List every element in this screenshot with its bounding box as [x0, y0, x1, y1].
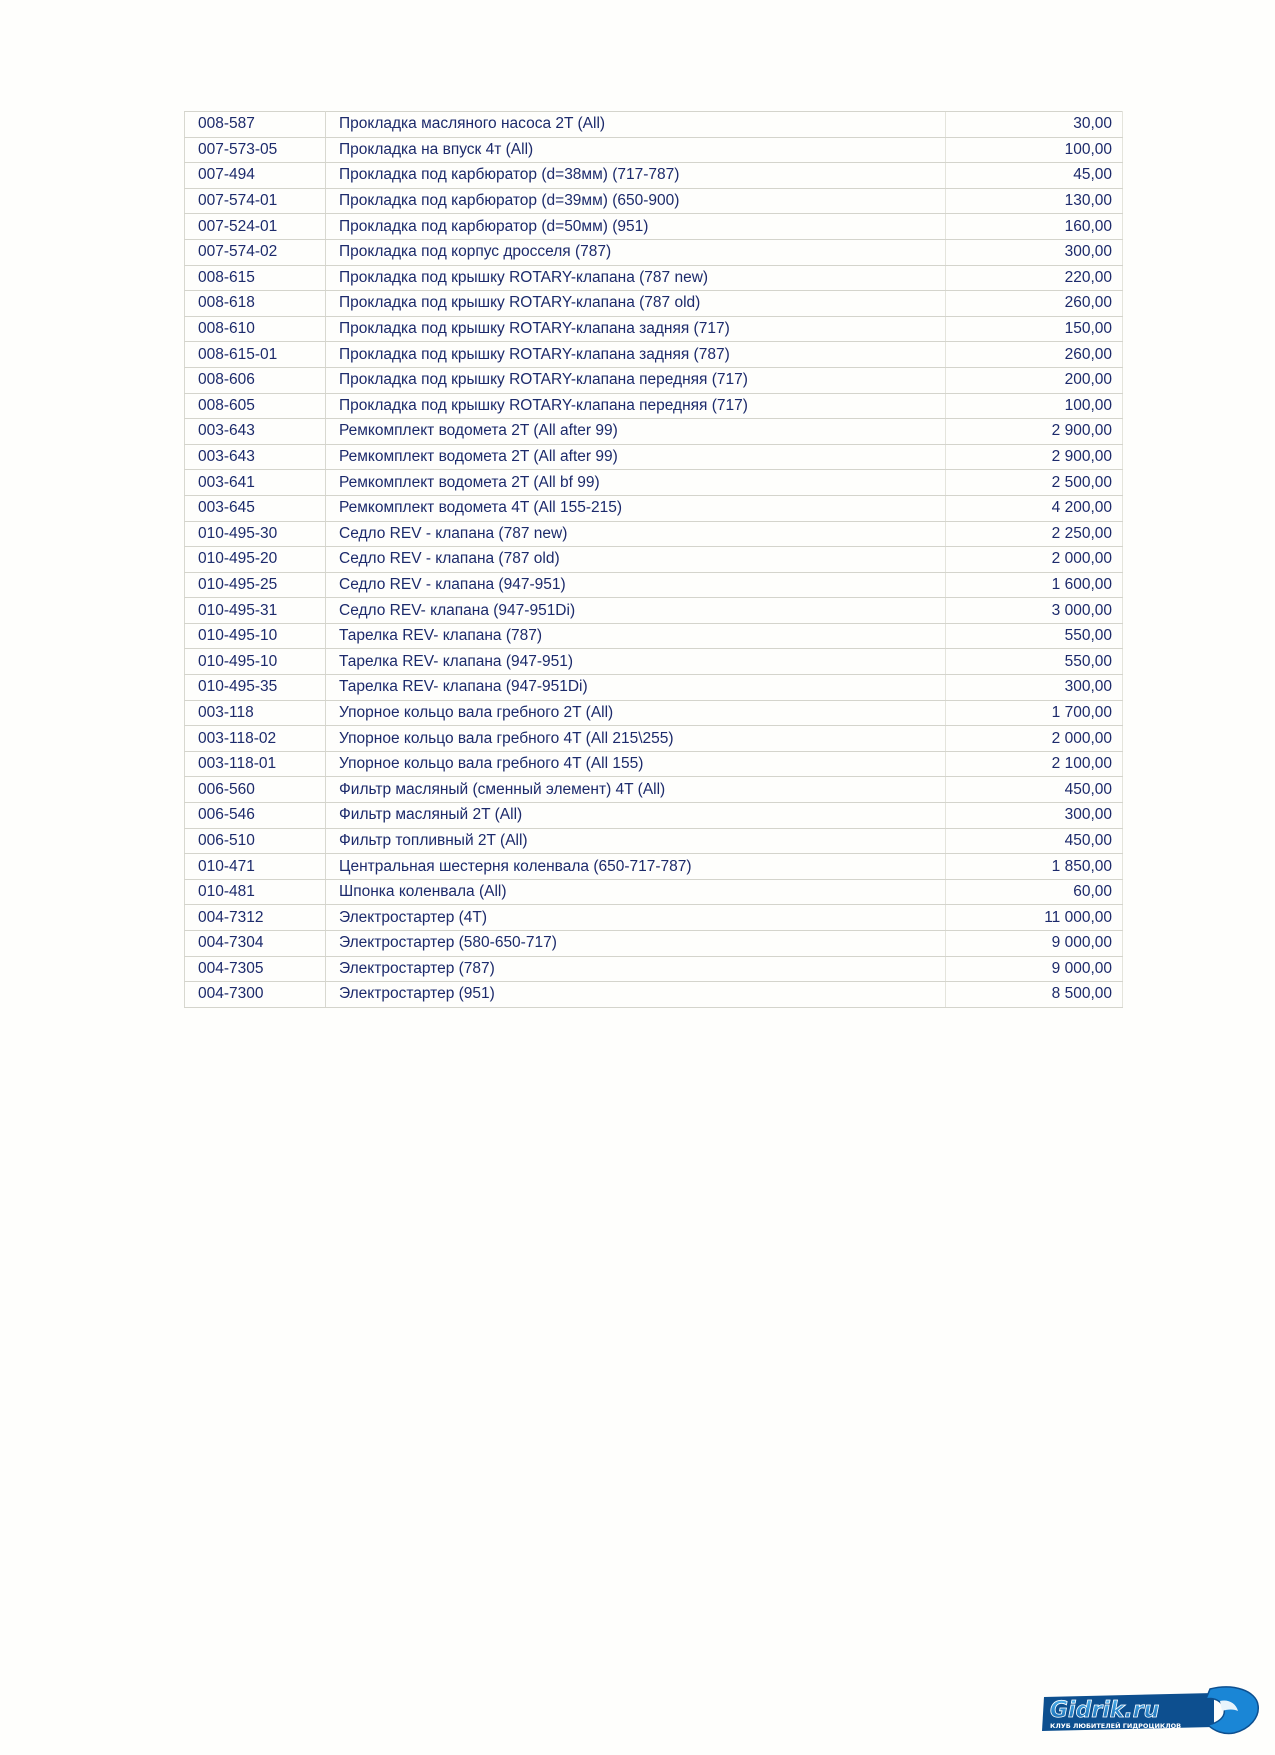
- price-row: [185, 316, 1123, 342]
- part-code: 008-587: [185, 112, 326, 138]
- part-name: Седло REV - клапана (947-951): [326, 572, 946, 598]
- part-code: 008-618: [185, 291, 326, 317]
- part-name: Упорное кольцо вала гребного 2T (All): [326, 700, 946, 726]
- price-row: [185, 623, 1123, 649]
- price-list-table: [184, 111, 1123, 1008]
- part-price: 300,00: [946, 675, 1123, 701]
- part-name: Прокладка под крышку ROTARY-клапана задняя (787): [326, 342, 946, 368]
- part-code: 003-118-01: [185, 751, 326, 777]
- part-name: Фильтр масляный (сменный элемент) 4T (All): [326, 777, 946, 803]
- price-row: [185, 854, 1123, 880]
- price-row: [185, 700, 1123, 726]
- part-code: 004-7312: [185, 905, 326, 931]
- part-name: Прокладка масляного насоса 2T (All): [326, 112, 946, 138]
- price-row: [185, 367, 1123, 393]
- price-row: [185, 572, 1123, 598]
- price-row: [185, 547, 1123, 573]
- part-name: Фильтр топливный 2T (All): [326, 828, 946, 854]
- part-name: Прокладка под корпус дросселя (787): [326, 239, 946, 265]
- price-row: [185, 803, 1123, 829]
- part-price: 9 000,00: [946, 931, 1123, 957]
- price-row: [185, 828, 1123, 854]
- price-row: [185, 470, 1123, 496]
- part-price: 3 000,00: [946, 598, 1123, 624]
- price-row: [185, 163, 1123, 189]
- part-price: 1 700,00: [946, 700, 1123, 726]
- part-name: Прокладка под крышку ROTARY-клапана задняя (717): [326, 316, 946, 342]
- part-name: Прокладка под крышку ROTARY-клапана передняя (717): [326, 367, 946, 393]
- part-code: 006-510: [185, 828, 326, 854]
- part-name: Центральная шестерня коленвала (650-717-787): [326, 854, 946, 880]
- part-price: 260,00: [946, 342, 1123, 368]
- price-row: [185, 982, 1123, 1008]
- part-price: 550,00: [946, 623, 1123, 649]
- price-list-body: [185, 112, 1123, 1008]
- price-row: [185, 521, 1123, 547]
- part-price: 450,00: [946, 828, 1123, 854]
- part-price: 60,00: [946, 879, 1123, 905]
- part-code: 006-546: [185, 803, 326, 829]
- part-name: Электростартер (787): [326, 956, 946, 982]
- price-row: [185, 419, 1123, 445]
- part-price: 100,00: [946, 393, 1123, 419]
- part-code: 008-615: [185, 265, 326, 291]
- part-code: 010-471: [185, 854, 326, 880]
- part-code: 008-606: [185, 367, 326, 393]
- part-code: 007-494: [185, 163, 326, 189]
- part-name: Шпонка коленвала (All): [326, 879, 946, 905]
- part-price: 2 000,00: [946, 726, 1123, 752]
- part-name: Электростартер (951): [326, 982, 946, 1008]
- part-code: 003-643: [185, 419, 326, 445]
- part-name: Электростартер (4T): [326, 905, 946, 931]
- part-price: 4 200,00: [946, 495, 1123, 521]
- part-price: 2 000,00: [946, 547, 1123, 573]
- part-name: Прокладка под крышку ROTARY-клапана (787 old): [326, 291, 946, 317]
- part-price: 260,00: [946, 291, 1123, 317]
- part-code: 010-495-35: [185, 675, 326, 701]
- part-code: 010-495-20: [185, 547, 326, 573]
- part-name: Седло REV - клапана (787 new): [326, 521, 946, 547]
- part-price: 1 600,00: [946, 572, 1123, 598]
- price-row: [185, 931, 1123, 957]
- price-row: [185, 291, 1123, 317]
- price-row: [185, 342, 1123, 368]
- part-name: Упорное кольцо вала гребного 4T (All 215\255): [326, 726, 946, 752]
- part-price: 100,00: [946, 137, 1123, 163]
- part-price: 30,00: [946, 112, 1123, 138]
- part-price: 2 100,00: [946, 751, 1123, 777]
- part-code: 003-643: [185, 444, 326, 470]
- part-code: 006-560: [185, 777, 326, 803]
- part-price: 130,00: [946, 188, 1123, 214]
- part-price: 150,00: [946, 316, 1123, 342]
- part-code: 004-7304: [185, 931, 326, 957]
- gidrik-logo: [1038, 1683, 1260, 1739]
- part-code: 010-495-31: [185, 598, 326, 624]
- price-row: [185, 495, 1123, 521]
- price-row: [185, 137, 1123, 163]
- part-name: Прокладка под крышку ROTARY-клапана (787 new): [326, 265, 946, 291]
- price-row: [185, 444, 1123, 470]
- part-name: Ремкомплект водомета 2T (All bf 99): [326, 470, 946, 496]
- price-row: [185, 649, 1123, 675]
- part-name: Электростартер (580-650-717): [326, 931, 946, 957]
- price-row: [185, 598, 1123, 624]
- part-name: Ремкомплект водомета 2T (All after 99): [326, 419, 946, 445]
- part-name: Прокладка под карбюратор (d=39мм) (650-900): [326, 188, 946, 214]
- part-name: Прокладка под карбюратор (d=50мм) (951): [326, 214, 946, 240]
- part-code: 010-495-30: [185, 521, 326, 547]
- part-code: 008-615-01: [185, 342, 326, 368]
- price-row: [185, 214, 1123, 240]
- part-name: Прокладка под крышку ROTARY-клапана передняя (717): [326, 393, 946, 419]
- part-code: 003-645: [185, 495, 326, 521]
- part-name: Седло REV- клапана (947-951Di): [326, 598, 946, 624]
- logo-title: Gidrik.ru: [1050, 1698, 1160, 1723]
- part-price: 9 000,00: [946, 956, 1123, 982]
- part-code: 008-605: [185, 393, 326, 419]
- part-code: 010-481: [185, 879, 326, 905]
- part-price: 200,00: [946, 367, 1123, 393]
- price-row: [185, 239, 1123, 265]
- part-code: 003-118: [185, 700, 326, 726]
- price-row: [185, 112, 1123, 138]
- part-price: 160,00: [946, 214, 1123, 240]
- part-name: Тарелка REV- клапана (947-951): [326, 649, 946, 675]
- price-row: [185, 879, 1123, 905]
- part-price: 450,00: [946, 777, 1123, 803]
- part-price: 8 500,00: [946, 982, 1123, 1008]
- part-price: 2 500,00: [946, 470, 1123, 496]
- part-price: 550,00: [946, 649, 1123, 675]
- part-name: Тарелка REV- клапана (947-951Di): [326, 675, 946, 701]
- price-row: [185, 675, 1123, 701]
- part-code: 007-574-02: [185, 239, 326, 265]
- part-name: Седло REV - клапана (787 old): [326, 547, 946, 573]
- price-row: [185, 905, 1123, 931]
- part-price: 2 900,00: [946, 419, 1123, 445]
- part-code: 004-7300: [185, 982, 326, 1008]
- price-row: [185, 726, 1123, 752]
- logo-subtitle: КЛУБ ЛЮБИТЕЛЕЙ ГИДРОЦИКЛОВ: [1050, 1722, 1182, 1730]
- price-row: [185, 188, 1123, 214]
- part-code: 010-495-10: [185, 623, 326, 649]
- part-name: Ремкомплект водомета 4T (All 155-215): [326, 495, 946, 521]
- part-price: 300,00: [946, 803, 1123, 829]
- part-code: 007-574-01: [185, 188, 326, 214]
- part-price: 300,00: [946, 239, 1123, 265]
- part-code: 003-641: [185, 470, 326, 496]
- part-code: 007-524-01: [185, 214, 326, 240]
- part-name: Ремкомплект водомета 2T (All after 99): [326, 444, 946, 470]
- part-code: 007-573-05: [185, 137, 326, 163]
- part-name: Прокладка под карбюратор (d=38мм) (717-787): [326, 163, 946, 189]
- part-code: 010-495-10: [185, 649, 326, 675]
- part-code: 004-7305: [185, 956, 326, 982]
- price-row: [185, 393, 1123, 419]
- part-name: Прокладка на впуск 4т (All): [326, 137, 946, 163]
- part-price: 220,00: [946, 265, 1123, 291]
- price-row: [185, 956, 1123, 982]
- price-row: [185, 751, 1123, 777]
- price-row: [185, 777, 1123, 803]
- part-name: Тарелка REV- клапана (787): [326, 623, 946, 649]
- part-price: 45,00: [946, 163, 1123, 189]
- part-code: 003-118-02: [185, 726, 326, 752]
- part-name: Фильтр масляный 2T (All): [326, 803, 946, 829]
- part-price: 2 900,00: [946, 444, 1123, 470]
- part-price: 1 850,00: [946, 854, 1123, 880]
- part-code: 010-495-25: [185, 572, 326, 598]
- part-price: 2 250,00: [946, 521, 1123, 547]
- price-row: [185, 265, 1123, 291]
- part-price: 11 000,00: [946, 905, 1123, 931]
- part-name: Упорное кольцо вала гребного 4T (All 155): [326, 751, 946, 777]
- part-code: 008-610: [185, 316, 326, 342]
